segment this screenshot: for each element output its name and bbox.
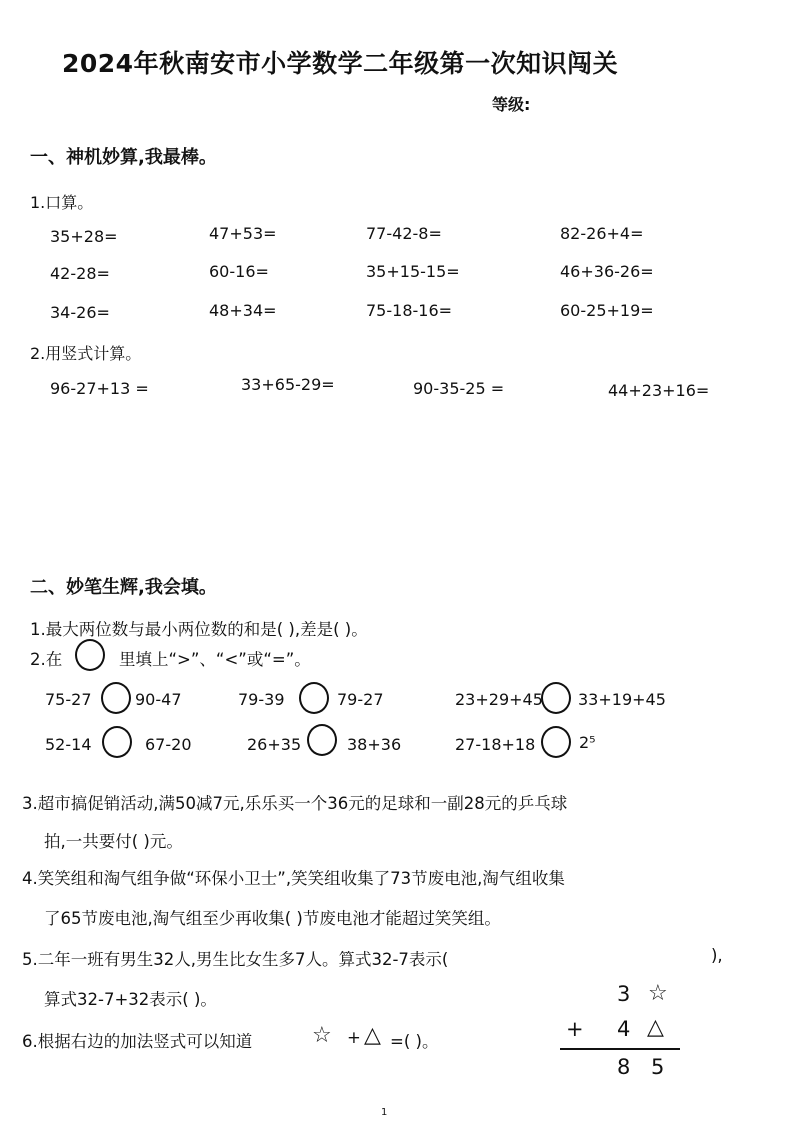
vertical-mid-digit: 4: [617, 1017, 631, 1041]
oral-item: 35+15-15=: [366, 262, 460, 281]
compare-left: 26+35: [247, 735, 302, 754]
question-3-line2: 拍,一共要付( )元。: [44, 832, 183, 851]
vertical-sum-line: [560, 1048, 680, 1050]
vertical-star-icon: ☆: [648, 981, 668, 1006]
compare-right: 67-20: [145, 735, 192, 754]
vertical-item: 33+65-29=: [241, 375, 335, 394]
compare-left: 52-14: [45, 735, 92, 754]
question-1: 1.最大两位数与最小两位数的和是( ),差是( )。: [30, 620, 368, 639]
question-2-intro-b: 里填上“>”、“<”或“=”。: [119, 650, 311, 669]
compare-right: 2⁵: [579, 733, 596, 752]
page-number: 1: [381, 1107, 388, 1118]
answer-circle[interactable]: [541, 726, 571, 758]
oral-item: 47+53=: [209, 224, 277, 243]
vertical-top-digit: 3: [617, 982, 631, 1006]
answer-circle[interactable]: [541, 682, 571, 714]
question-5-line1-end: ),: [711, 946, 723, 965]
compare-left: 23+29+45: [455, 690, 543, 709]
question-5-line2: 算式32-7+32表示( )。: [44, 990, 217, 1009]
question-3-line1: 3.超市搞促销活动,满50减7元,乐乐买一个36元的足球和一副28元的乒乓球: [22, 794, 568, 813]
star-icon: ☆: [312, 1023, 332, 1048]
vertical-calc-heading: 2.用竖式计算。: [30, 344, 142, 363]
oral-item: 75-18-16=: [366, 301, 453, 320]
compare-right: 79-27: [337, 690, 384, 709]
vertical-result-tens: 8: [617, 1055, 631, 1079]
oral-item: 48+34=: [209, 301, 277, 320]
question-4-line2: 了65节废电池,淘气组至少再收集( )节废电池才能超过笑笑组。: [44, 909, 501, 928]
question-4-line1: 4.笑笑组和淘气组争做“环保小卫士”,笑笑组收集了73节废电池,淘气组收集: [22, 869, 565, 888]
triangle-icon: △: [364, 1023, 381, 1048]
answer-circle[interactable]: [75, 639, 105, 671]
question-6-text-a: 6.根据右边的加法竖式可以知道: [22, 1032, 253, 1051]
oral-item: 42-28=: [50, 264, 110, 283]
vertical-plus-sign: +: [566, 1017, 584, 1041]
vertical-item: 44+23+16=: [608, 381, 710, 400]
oral-item: 46+36-26=: [560, 262, 654, 281]
oral-item: 82-26+4=: [560, 224, 644, 243]
oral-calc-heading: 1.口算。: [30, 193, 94, 212]
question-2-intro-a: 2.在: [30, 650, 63, 669]
oral-item: 35+28=: [50, 227, 118, 246]
plus-sign: +: [347, 1028, 361, 1047]
question-5-line1: 5.二年一班有男生32人,男生比女生多7人。算式32-7表示(: [22, 950, 449, 969]
answer-circle[interactable]: [299, 682, 329, 714]
compare-right: 33+19+45: [578, 690, 666, 709]
compare-left: 75-27: [45, 690, 92, 709]
vertical-result-ones: 5: [651, 1055, 665, 1079]
answer-circle[interactable]: [307, 724, 337, 756]
question-6-text-b: =( )。: [390, 1032, 439, 1051]
section1-heading: 一、神机妙算,我最棒。: [30, 147, 217, 168]
compare-right: 38+36: [347, 735, 402, 754]
compare-right: 90-47: [135, 690, 182, 709]
page-title: 2024年秋南安市小学数学二年级第一次知识闯关: [62, 49, 619, 78]
vertical-item: 96-27+13 =: [50, 379, 149, 398]
section2-heading: 二、妙笔生辉,我会填。: [30, 577, 217, 598]
answer-circle[interactable]: [101, 682, 131, 714]
compare-left: 79-39: [238, 690, 285, 709]
vertical-triangle-icon: △: [647, 1015, 664, 1040]
oral-item: 77-42-8=: [366, 224, 442, 243]
compare-left: 27-18+18: [455, 735, 536, 754]
oral-item: 34-26=: [50, 303, 110, 322]
vertical-item: 90-35-25 =: [413, 379, 505, 398]
grade-label: 等级:: [492, 95, 531, 114]
oral-item: 60-25+19=: [560, 301, 654, 320]
answer-circle[interactable]: [102, 726, 132, 758]
oral-item: 60-16=: [209, 262, 269, 281]
